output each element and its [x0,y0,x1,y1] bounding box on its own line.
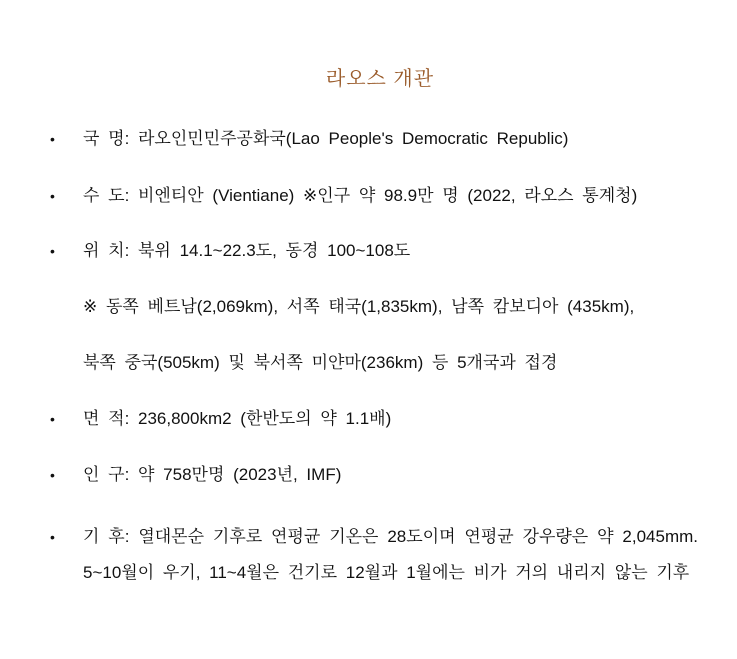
item-climate: 기 후: 열대몬순 기후로 연평균 기온은 28도이며 연평균 강우량은 약 2,045mm. 5~10월이 우기, 11~4월은 건기로 12월과 1월에는 비가 거의 내리지 않는 기후 [83,527,698,582]
bullet-icon: • [50,188,55,204]
bullet-icon: • [50,467,55,483]
bullet-icon: • [50,131,55,147]
item-population: 인 구: 약 758만명 (2023년, IMF) [83,465,342,484]
item-area: 면 적: 236,800km2 (한반도의 약 1.1배) [83,409,392,428]
page-title: 라오스 개관 [325,68,435,90]
location-note-line-2: 북쪽 중국(505km) 및 북서쪽 미얀마(236km) 등 5개국과 접경 [83,353,558,372]
bullet-icon: • [50,529,55,545]
item-location: 위 치: 북위 14.1~22.3도, 동경 100~108도 [83,241,411,260]
item-capital: 수 도: 비엔티안 (Vientiane) ※인구 약 98.9만 명 (2022, 라오스 통계청) [83,186,638,205]
item-country-name: 국 명: 라오인민민주공화국(Lao People's Democratic Republic) [83,129,569,148]
bullet-icon: • [50,411,55,427]
bullet-icon: • [50,243,55,259]
location-note-line-1: ※ 동쪽 베트남(2,069km), 서쪽 태국(1,835km), 남쪽 캄보디아 (435km), [83,297,635,316]
